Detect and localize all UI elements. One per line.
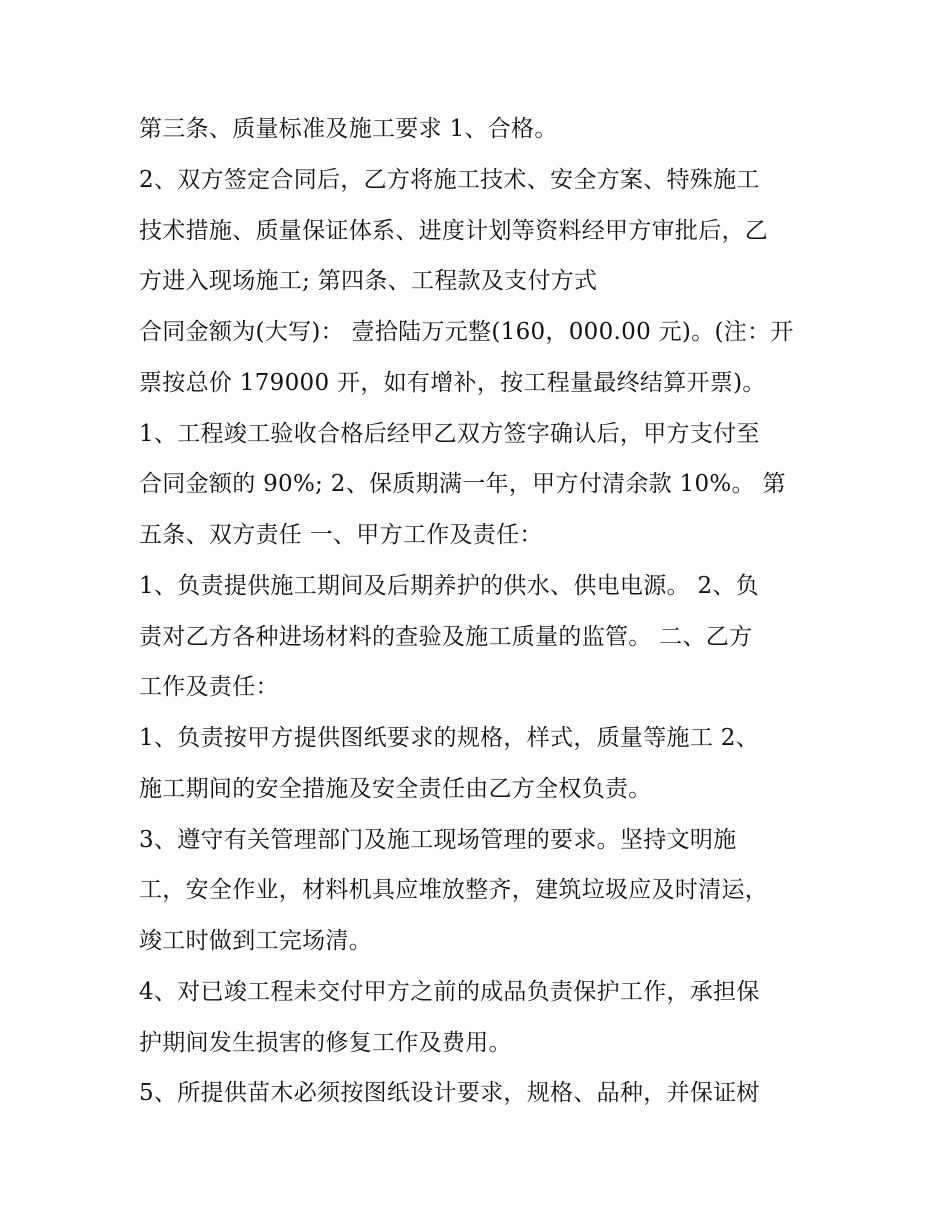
text-line: 方进入现场施工; 第四条、工程款及支付方式 <box>139 268 598 294</box>
text-line: 合同金额为(大写)： 壹拾陆万元整(160，000.00 元)。(注：开 <box>139 319 794 345</box>
text-line: 2、双方签定合同后，乙方将施工技术、安全方案、特殊施工 <box>139 167 760 193</box>
text-line: 施工期间的安全措施及安全责任由乙方全权负责。 <box>139 776 652 802</box>
text-line: 责对乙方各种进场材料的查验及施工质量的监管。 二、乙方 <box>139 624 753 650</box>
text-line: 1、负责提供施工期间及后期养护的供水、供电电源。 2、负 <box>139 573 759 599</box>
text-line: 工，安全作业，材料机具应堆放整齐，建筑垃圾应及时清运， <box>139 877 769 903</box>
text-line: 1、负责按甲方提供图纸要求的规格，样式，质量等施工 2、 <box>139 725 759 751</box>
text-line: 技术措施、质量保证体系、进度计划等资料经甲方审批后，乙 <box>139 218 769 244</box>
text-line: 护期间发生损害的修复工作及费用。 <box>139 1030 512 1056</box>
text-line: 5、所提供苗木必须按图纸设计要求，规格、品种，并保证树 <box>139 1080 760 1106</box>
text-line: 五条、双方责任 一、甲方工作及责任： <box>139 522 543 548</box>
text-line: 票按总价 179000 开，如有增补，按工程量最终结算开票)。 <box>139 370 766 396</box>
text-line: 4、对已竣工程未交付甲方之前的成品负责保护工作，承担保 <box>139 979 760 1005</box>
text-line: 3、遵守有关管理部门及施工现场管理的要求。坚持文明施 <box>139 827 737 853</box>
text-line: 第三条、质量标准及施工要求 1、合格。 <box>139 116 558 142</box>
text-line: 合同金额的 90%; 2、保质期满一年，甲方付清余款 10%。 第 <box>139 471 786 497</box>
text-line: 1、工程竣工验收合格后经甲乙双方签字确认后，甲方支付至 <box>139 421 760 447</box>
text-line: 竣工时做到工完场清。 <box>139 928 372 954</box>
text-line: 工作及责任： <box>139 674 279 700</box>
